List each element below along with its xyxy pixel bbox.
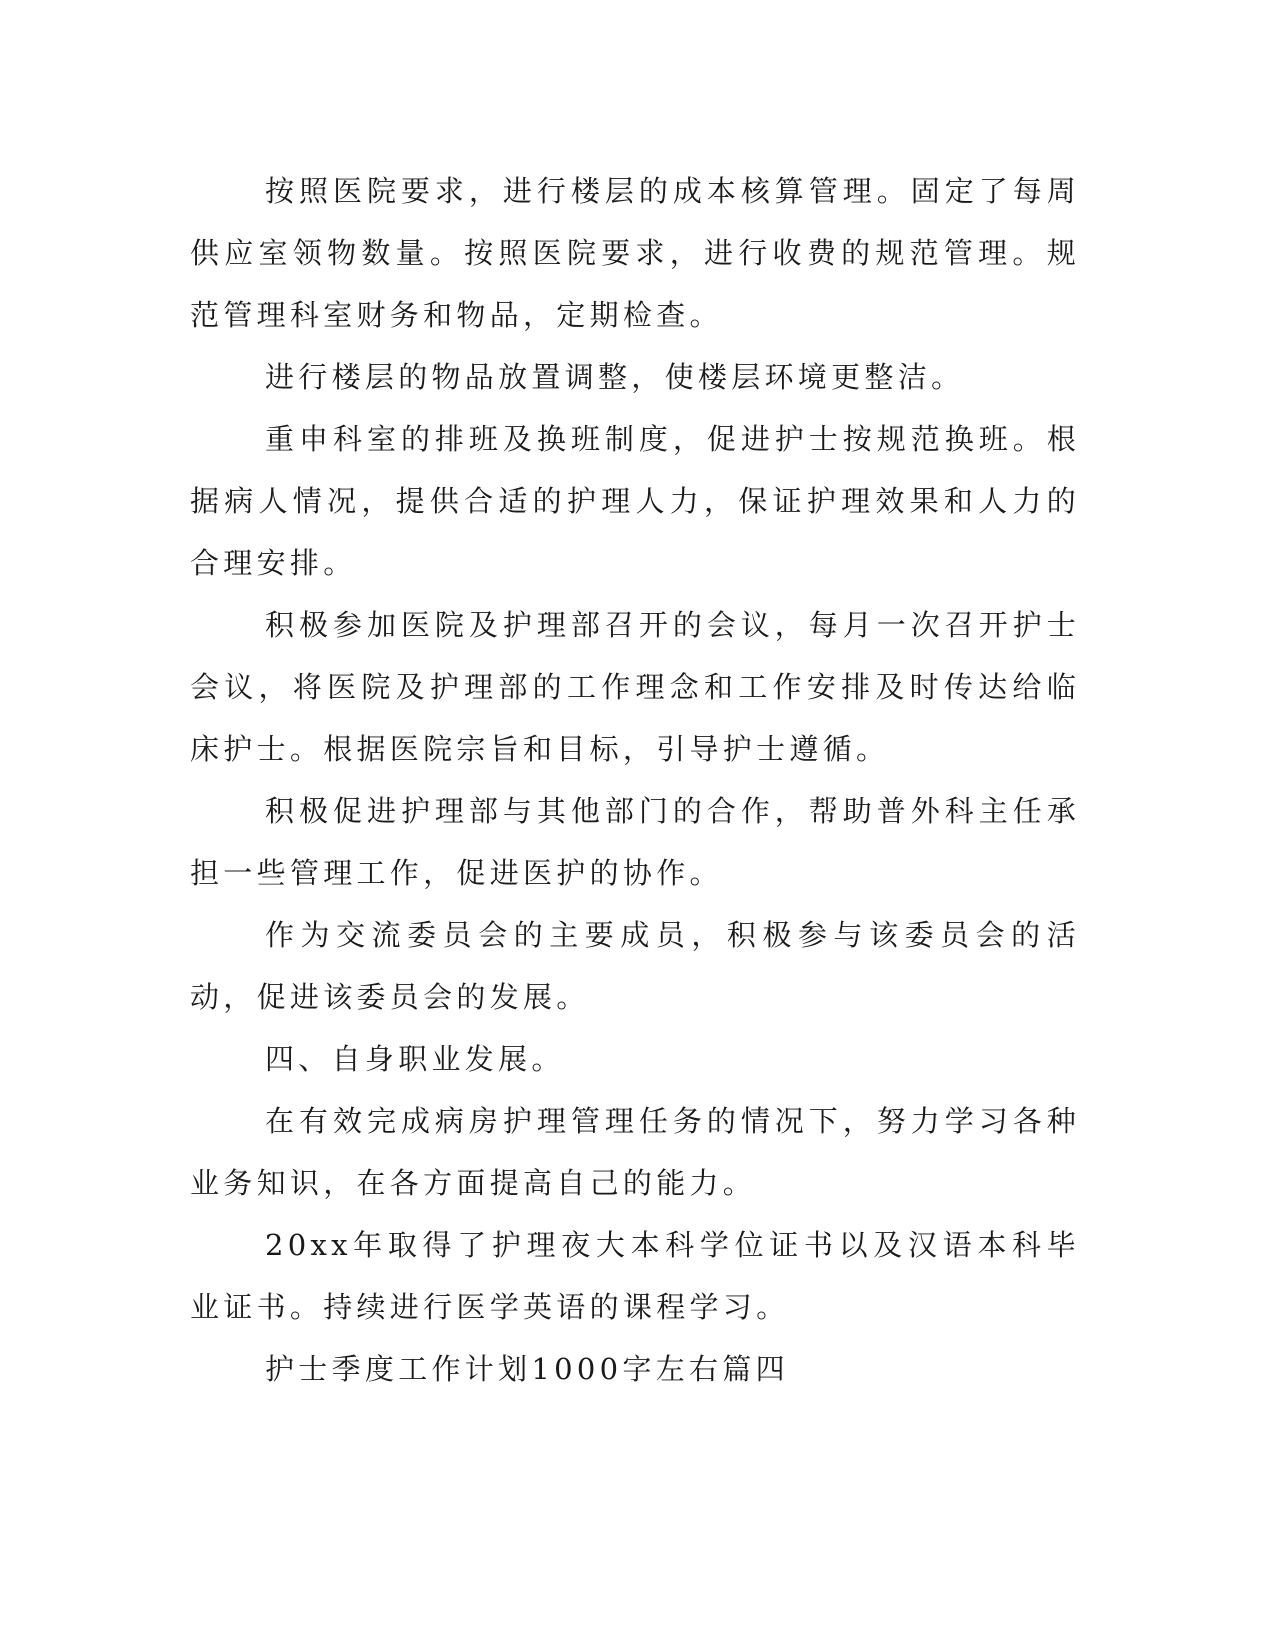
paragraph-certificates: 20xx年取得了护理夜大本科学位证书以及汉语本科毕业证书。持续进行医学英语的课程学习。 xyxy=(190,1228,1080,1324)
paragraph-shift-system: 重申科室的排班及换班制度，促进护士按规范换班。根据病人情况，提供合适的护理人力，保证护理效果和人力的合理安排。 xyxy=(190,422,1080,580)
paragraph-committee: 作为交流委员会的主要成员，积极参与该委员会的活动，促进该委员会的发展。 xyxy=(190,918,1080,1014)
paragraph-cooperation: 积极促进护理部与其他部门的合作，帮助普外科主任承担一些管理工作，促进医护的协作。 xyxy=(190,794,1080,890)
paragraph-meetings: 积极参加医院及护理部召开的会议，每月一次召开护士会议，将医院及护理部的工作理念和工作安排及时传达给临床护士。根据医院宗旨和目标，引导护士遵循。 xyxy=(190,608,1080,766)
paragraph-learning: 在有效完成病房护理管理任务的情况下，努力学习各种业务知识，在各方面提高自己的能力。 xyxy=(190,1104,1080,1200)
paragraph-floor-arrangement: 进行楼层的物品放置调整，使楼层环境更整洁。 xyxy=(265,360,965,394)
section-title-part-four: 护士季度工作计划1000字左右篇四 xyxy=(265,1352,789,1386)
document-body xyxy=(190,160,1080,1400)
paragraph-cost-accounting: 按照医院要求，进行楼层的成本核算管理。固定了每周供应室领物数量。按照医院要求，进行收费的规范管理。规范管理科室财务和物品，定期检查。 xyxy=(190,174,1080,332)
section-heading-career: 四、自身职业发展。 xyxy=(265,1042,565,1076)
